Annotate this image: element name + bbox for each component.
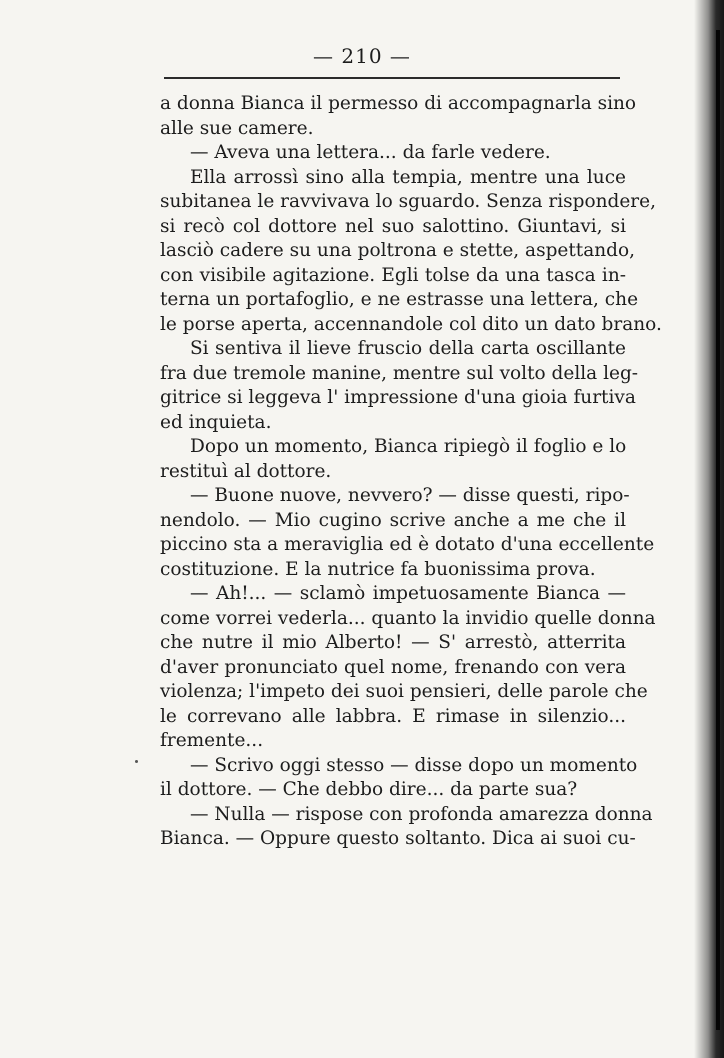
text-line: Bianca. — Oppure questo soltanto. Dica ai suoi cu- (160, 828, 636, 849)
text-line: fra due tremole manine, mentre sul volto della leg- (160, 362, 639, 384)
text-line: nendolo. — Mio cugino scrive anche a me che il (160, 509, 626, 531)
text-line: come vorrei vederla... quanto la invidio quelle donna (160, 607, 656, 629)
text-line: lasciò cadere su una poltrona e stette, aspettando, (160, 240, 636, 261)
text-line: Dopo un momento, Bianca ripiegò il foglio e lo (190, 436, 627, 457)
text-line: terna un portafoglio, e ne estrasse una lettera, che (160, 289, 639, 310)
text-line: — Aveva una lettera... da farle vedere. (190, 142, 551, 163)
text-line: le porse aperta, accennandole col dito un dato brano. (160, 313, 662, 335)
text-line: che nutre il mio Alberto! — S' arrestò, atterrita (160, 632, 626, 653)
paper-speck (135, 760, 138, 763)
text-line: le correvano alle labbra. E rimase in silenzio... (160, 705, 626, 727)
text-line: con visibile agitazione. Egli tolse da una tasca in- (160, 264, 626, 286)
text-line: restituì al dottore. (160, 460, 332, 482)
page-binding-edge (694, 0, 724, 1058)
text-line: il dottore. — Che debbo dire... da parte sua? (160, 779, 578, 800)
text-line: d'aver pronunciato quel nome, frenando con vera (160, 656, 626, 678)
header-rule (164, 77, 620, 79)
text-line: Ella arrossì sino alla tempia, mentre una luce (190, 166, 626, 188)
text-line: violenza; l'impeto dei suoi pensieri, delle parole che (160, 681, 648, 702)
text-line: costituzione. E la nutrice fa buonissima prova. (160, 558, 596, 580)
text-line: piccino sta a meraviglia ed è dotato d'una eccellente (160, 534, 655, 555)
text-line: Si sentiva il lieve fruscio della carta oscillante (190, 338, 626, 359)
text-line: ed inquieta. (160, 411, 272, 433)
text-line: — Ah!... — sclamò impetuosamente Bianca — (190, 583, 626, 604)
page-number: — 210 — (313, 44, 411, 68)
text-line: — Nulla — rispose con profonda amarezza donna (190, 803, 653, 825)
text-line: alle sue camere. (160, 117, 314, 139)
body-text (160, 92, 662, 852)
text-line: si recò col dottore nel suo salottino. Giuntavi, si (160, 215, 626, 237)
text-line: — Scrivo oggi stesso — disse dopo un momento (190, 754, 638, 776)
text-line: fremente... (160, 730, 264, 751)
text-line: a donna Bianca il permesso di accompagnarla sino (160, 93, 637, 114)
text-line: — Buone nuove, nevvero? — disse questi, ripo- (190, 485, 630, 506)
text-line: subitanea le ravvivava lo sguardo. Senza rispondere, (160, 191, 656, 212)
text-line: gitrice si leggeva l' impressione d'una gioia furtiva (160, 387, 636, 408)
